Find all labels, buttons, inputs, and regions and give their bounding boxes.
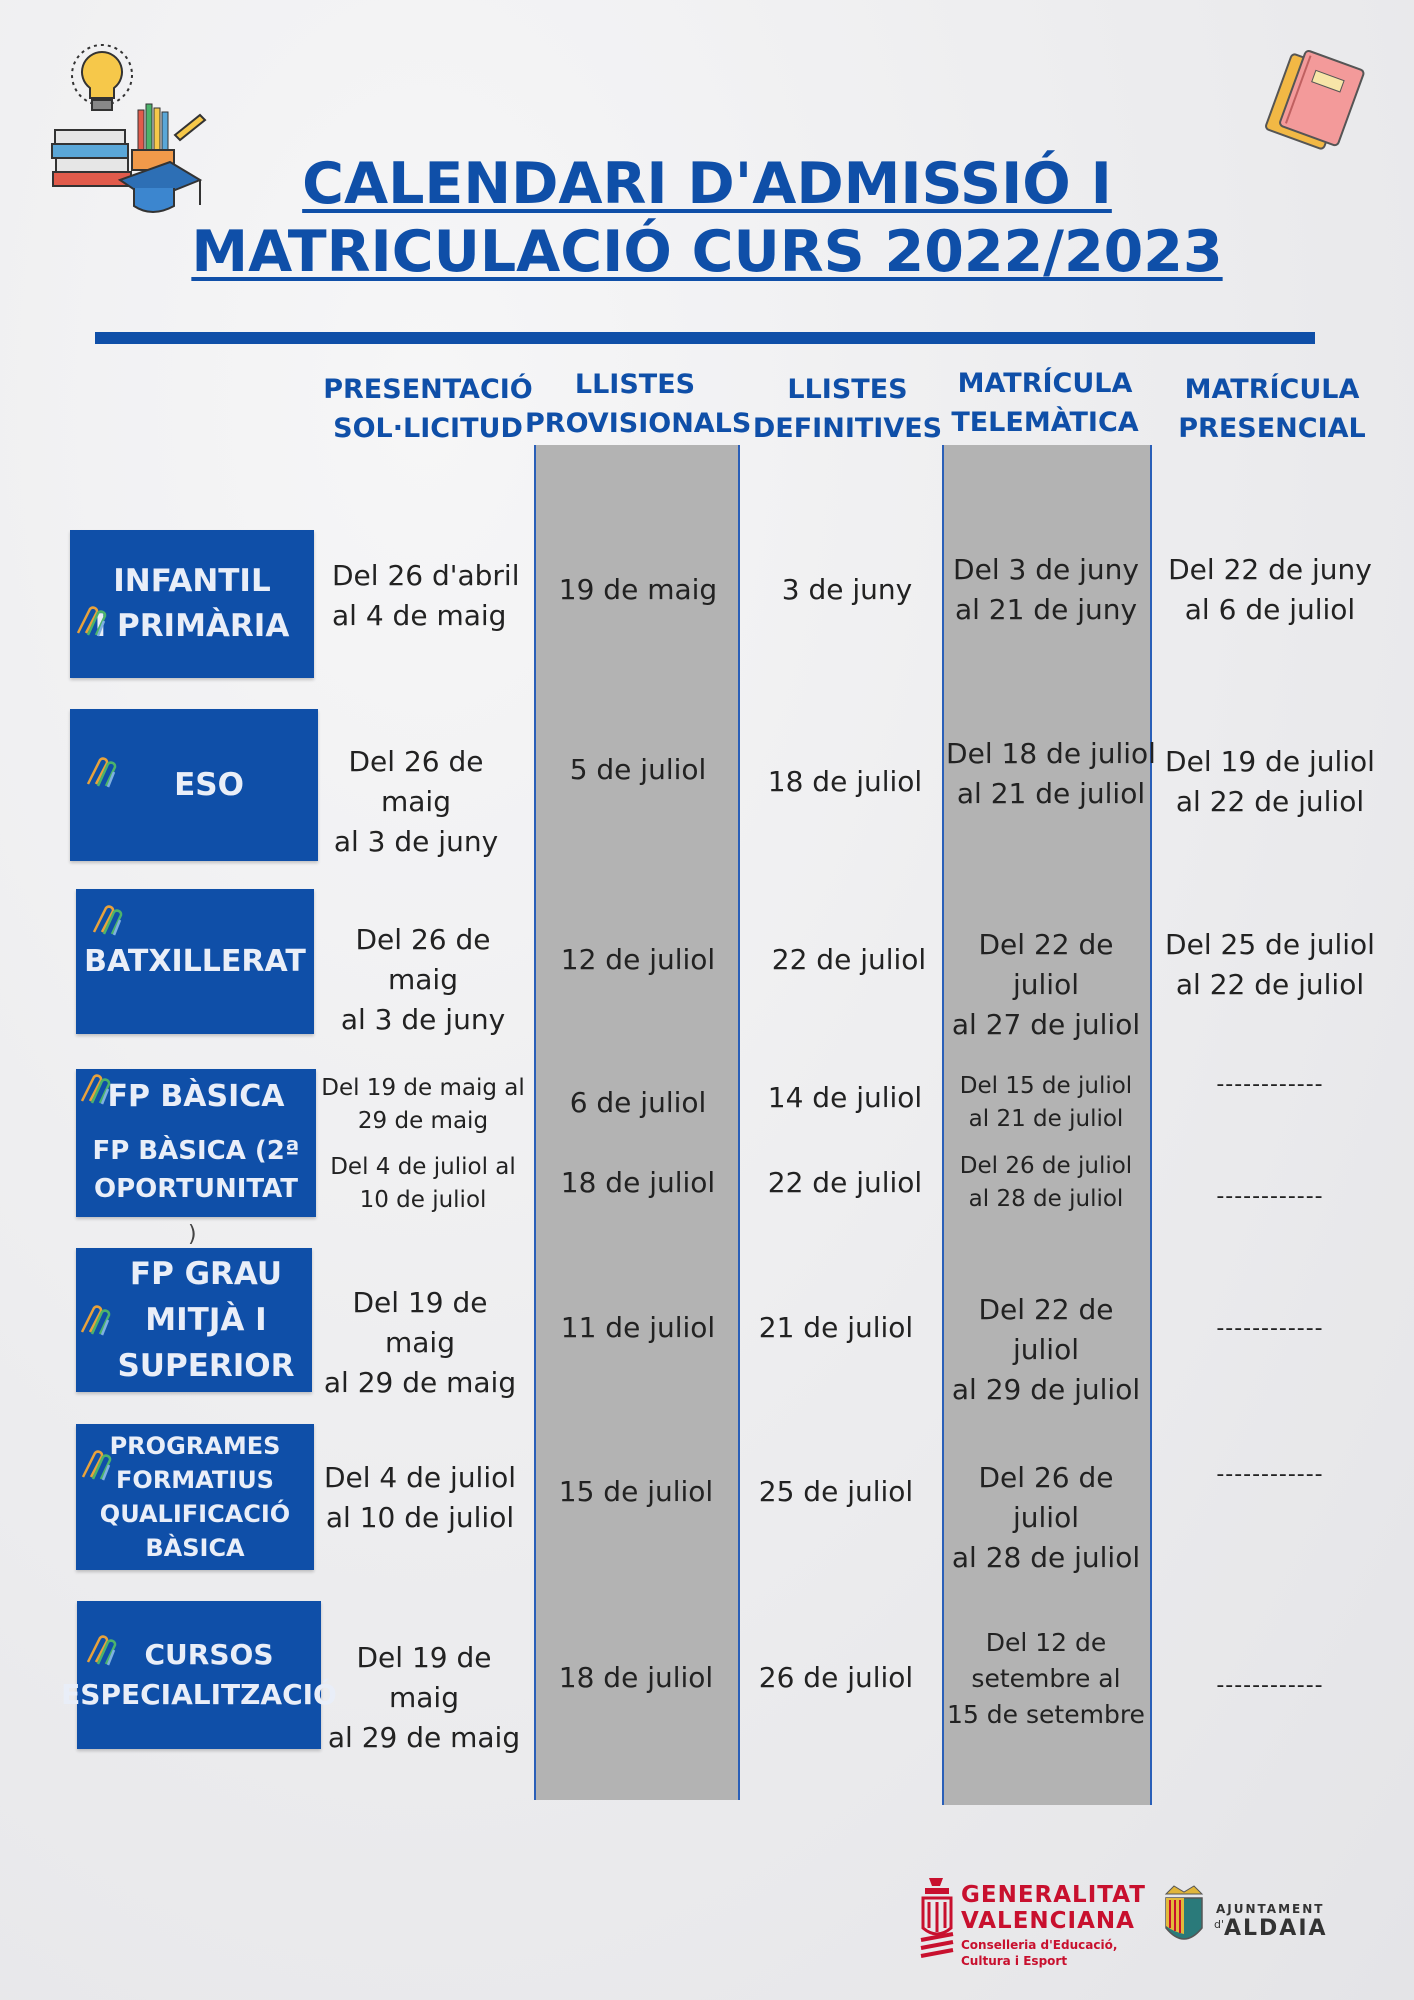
paperclip-icon: [88, 902, 128, 940]
cell-provisionals: 18 de juliol: [558, 1661, 714, 1694]
cell-line: 29 de maig: [357, 1108, 489, 1134]
cell-line: al 29 de maig: [327, 1721, 521, 1754]
cell-line: Del 4 de juliol al: [330, 1154, 516, 1180]
cell-presentacio: [322, 920, 524, 1040]
paperclip-icon: [72, 603, 112, 641]
paperclip-icon: [77, 1447, 117, 1485]
cell-line: al 10 de juliol: [325, 1501, 515, 1534]
cell-telematica: [944, 1625, 1148, 1733]
cell-telematica: [944, 1150, 1148, 1216]
cell-presentacio: [318, 556, 528, 636]
cell-provisionals: 15 de juliol: [558, 1475, 714, 1508]
cell-definitives: 3 de juny: [781, 573, 913, 606]
cell-line: Del 25 de juliol: [1165, 928, 1375, 961]
aldaia-logo: [1162, 1884, 1332, 1964]
column-header-line: PROVISIONALS: [525, 408, 752, 439]
column-header-line: LLISTES: [787, 374, 908, 405]
notebooks-illustration: [1255, 42, 1375, 162]
category-label-line: MITJÀ I: [145, 1302, 267, 1338]
cell-provisionals: 18 de juliol: [560, 1166, 716, 1199]
cell-line: Del 19 de maig: [356, 1641, 492, 1714]
paperclip-icon: [82, 754, 122, 792]
cell-telematica: [944, 1458, 1148, 1578]
cell-presencial: ------------: [1216, 1184, 1324, 1209]
cell-line: al 3 de juny: [340, 1003, 506, 1036]
cell-line: al 29 de maig: [323, 1366, 517, 1399]
category-label-line: FP BÀSICA (2ª: [92, 1136, 300, 1166]
category-fp-basica-paren: ): [188, 1222, 197, 1247]
conselleria-line-2: Cultura i Esport: [961, 1954, 1068, 1968]
cell-line: al 21 de juliol: [956, 777, 1146, 810]
column-header-line: PRESENTACIÓ: [323, 374, 533, 405]
cell-provisionals: 19 de maig: [558, 573, 718, 606]
paperclip-icon: [76, 1302, 116, 1340]
cell-line: al 22 de juliol: [1175, 968, 1365, 1001]
cell-line: Del 22 de juliol: [978, 928, 1114, 1001]
category-label-line: INFANTIL: [113, 563, 271, 599]
cell-definitives: 21 de juliol: [758, 1311, 914, 1344]
cell-presentacio: [318, 1283, 522, 1403]
cell-presencial: [1160, 550, 1380, 630]
cell-line: al 28 de juliol: [968, 1186, 1124, 1212]
aldaia-shield-icon: [1162, 1884, 1206, 1952]
column-header-definitives: [740, 370, 955, 448]
category-label-line: OPORTUNITAT: [94, 1174, 298, 1204]
cell-presentacio: [316, 1072, 530, 1138]
cell-definitives: 18 de juliol: [767, 765, 923, 798]
cell-presencial: [1160, 925, 1380, 1005]
cell-provisionals: 11 de juliol: [560, 1311, 716, 1344]
column-header-line: LLISTES: [574, 369, 696, 400]
column-header-telematica: [935, 364, 1155, 442]
generalitat-emblem-icon: [915, 1874, 959, 1966]
paperclip-icon: [82, 1632, 122, 1670]
cell-line: al 4 de maig: [332, 599, 507, 632]
cell-presentacio: [318, 1458, 522, 1538]
page-title: [0, 150, 1414, 286]
title-divider: [95, 332, 1315, 344]
paperclip-icon: [76, 1071, 116, 1109]
cell-line: al 3 de juny: [333, 825, 499, 858]
cell-telematica: [944, 1070, 1148, 1136]
cell-line: al 29 de juliol: [951, 1373, 1141, 1406]
column-header-line: MATRÍCULA: [1184, 374, 1360, 405]
cell-line: Del 12 de: [985, 1628, 1107, 1657]
cell-line: al 22 de juliol: [1175, 785, 1365, 818]
generalitat-name-line-2: VALENCIANA: [961, 1908, 1135, 1934]
column-header-line: MATRÍCULA: [957, 368, 1133, 399]
category-label-line: I PRIMÀRIA: [94, 608, 290, 644]
cell-line: Del 19 de juliol: [1165, 745, 1375, 778]
cell-line: Del 19 de maig al: [321, 1075, 525, 1101]
cell-line: Del 4 de juliol: [323, 1461, 517, 1494]
cell-presencial: [1160, 742, 1380, 822]
category-label-line: BATXILLERAT: [84, 944, 306, 979]
cell-presencial: ------------: [1216, 1673, 1324, 1698]
cell-definitives: 25 de juliol: [758, 1475, 914, 1508]
category-label-line: FP BÀSICA: [107, 1079, 285, 1114]
aldaia-line-2: ALDAIA: [1224, 1916, 1328, 1941]
cell-presentacio: [322, 1638, 526, 1758]
aldaia-prefix: d': [1214, 1918, 1225, 1931]
cell-line: Del 26 d'abril: [332, 559, 520, 592]
cell-line: Del 15 de juliol: [959, 1073, 1133, 1099]
cell-presencial: ------------: [1216, 1072, 1324, 1097]
column-header-line: SOL·LICITUD: [333, 413, 523, 444]
category-label-line: SUPERIOR: [117, 1348, 295, 1384]
category-label-line: FP GRAU: [129, 1256, 283, 1292]
column-header-presentacio: [318, 370, 538, 448]
cell-definitives: 22 de juliol: [767, 1166, 923, 1199]
conselleria-line-1: Conselleria d'Educació,: [961, 1938, 1118, 1952]
cell-telematica: [944, 550, 1148, 630]
column-header-line: TELEMÀTICA: [951, 407, 1139, 438]
category-label-line: ESO: [174, 766, 244, 803]
category-label-line: BÀSICA: [145, 1534, 245, 1562]
category-label-line: ESPECIALITZACIÓ: [61, 1678, 337, 1711]
cell-presentacio: [316, 1151, 530, 1217]
cell-presencial: ------------: [1216, 1462, 1324, 1487]
title-line-2: MATRICULACIÓ CURS 2022/2023: [191, 219, 1223, 285]
cell-line: Del 26 de maig: [348, 745, 484, 818]
cell-line: al 27 de juliol: [951, 1008, 1141, 1041]
cell-telematica: [944, 1290, 1148, 1410]
category-programes-formatius: [76, 1424, 314, 1570]
cell-line: Del 3 de juny: [953, 553, 1139, 586]
cell-line: setembre al: [971, 1664, 1121, 1693]
category-label-line: FORMATIUS: [116, 1466, 274, 1494]
cell-presencial: ------------: [1216, 1316, 1324, 1341]
cell-provisionals: 5 de juliol: [569, 753, 707, 786]
cell-line: Del 26 de juliol: [959, 1153, 1133, 1179]
generalitat-name-line-1: GENERALITAT: [961, 1882, 1146, 1908]
cell-definitives: 26 de juliol: [758, 1661, 914, 1694]
cell-line: Del 26 de maig: [355, 923, 491, 996]
column-header-presencial: [1162, 370, 1382, 448]
column-header-provisionals: [525, 365, 752, 443]
cell-line: Del 19 de maig: [352, 1286, 488, 1359]
generalitat-logo: [915, 1872, 1146, 1982]
cell-provisionals: 12 de juliol: [560, 943, 716, 976]
cell-telematica: [944, 734, 1158, 814]
cell-line: Del 18 de juliol: [946, 737, 1156, 770]
cell-definitives: 14 de juliol: [767, 1081, 923, 1114]
column-header-line: DEFINITIVES: [752, 413, 943, 444]
category-label-line: CURSOS: [144, 1638, 274, 1671]
cell-line: al 21 de juliol: [968, 1106, 1124, 1132]
category-cursos-especialitzacio: [61, 1601, 337, 1749]
cell-line: Del 22 de juny: [1168, 553, 1372, 586]
cell-line: al 21 de juny: [954, 593, 1138, 626]
cell-provisionals: 6 de juliol: [569, 1086, 707, 1119]
cell-line: 15 de setembre: [947, 1700, 1145, 1729]
cell-line: al 28 de juliol: [951, 1541, 1141, 1574]
cell-line: al 6 de juliol: [1184, 593, 1356, 626]
cell-line: Del 22 de juliol: [978, 1293, 1114, 1366]
column-header-line: PRESENCIAL: [1178, 413, 1366, 444]
cell-definitives: 22 de juliol: [771, 943, 927, 976]
cell-line: Del 26 de juliol: [978, 1461, 1114, 1534]
aldaia-line-1: AJUNTAMENT: [1216, 1902, 1325, 1916]
title-line-1: CALENDARI D'ADMISSIÓ I: [302, 151, 1112, 217]
cell-presentacio: [316, 742, 516, 862]
category-label-line: PROGRAMES: [109, 1432, 281, 1460]
cell-line: 10 de juliol: [359, 1187, 487, 1213]
cell-telematica: [944, 925, 1148, 1045]
category-label-line: QUALIFICACIÓ: [99, 1500, 291, 1528]
